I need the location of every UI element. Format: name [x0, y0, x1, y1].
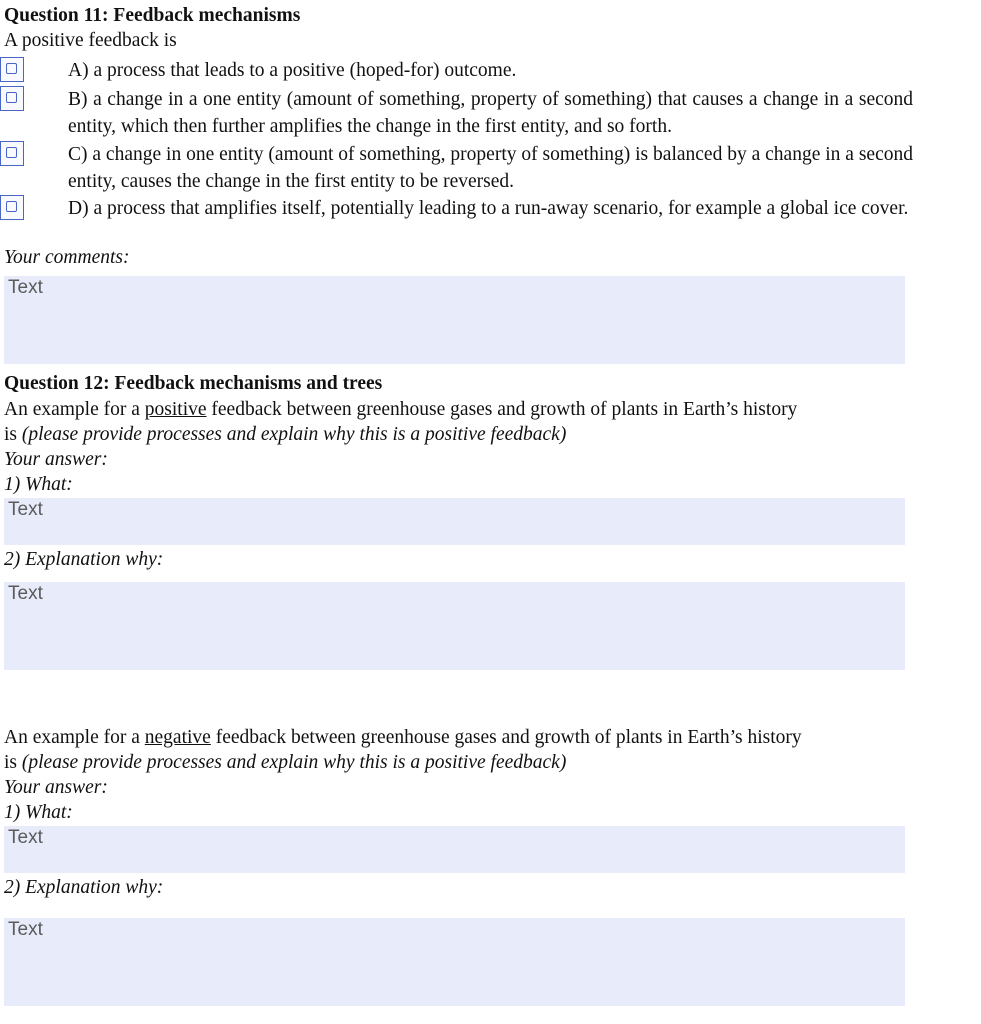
positive-keyword: positive [144, 399, 207, 420]
positive-why-field[interactable]: Text [4, 582, 905, 670]
q12-positive-line2 [4, 424, 566, 446]
q11-comments-field[interactable]: Text [4, 276, 905, 364]
positive-line1-start: An example for a [4, 399, 145, 420]
negative-line2-start: is [4, 752, 22, 773]
positive-answer-label: Your answer: [4, 449, 108, 470]
negative-line1-end: feedback between greenhouse gases and growth of plants in Earth’s history [210, 727, 802, 748]
negative-keyword: negative [144, 727, 211, 748]
positive-what-label: 1) What: [4, 474, 73, 495]
option-d-text: D) a process that amplifies itself, potentially leading to a run-away scenario, for example a global ice cover. [68, 198, 909, 219]
negative-instruction: (please provide processes and explain why this is a positive feedback) [21, 752, 567, 773]
positive-what-field[interactable]: Text [4, 498, 905, 545]
negative-what-field[interactable]: Text [4, 826, 905, 873]
option-a-text: A) a process that leads to a positive (hoped-for) outcome. [68, 60, 517, 81]
negative-why-label: 2) Explanation why: [4, 877, 164, 898]
option-b-text: B) a change in a one entity (amount of something, property of something) that causes a change in a second entity, which then further amplifies the change in the first entity, and so forth. [68, 89, 913, 137]
q11-comments-label: Your comments: [4, 247, 130, 268]
negative-answer-label: Your answer: [4, 777, 108, 798]
negative-line1-start: An example for a [4, 727, 145, 748]
option-d-checkbox[interactable] [0, 195, 24, 220]
q12-negative-line1 [4, 727, 802, 749]
positive-line1-end: feedback between greenhouse gases and growth of plants in Earth’s history [206, 399, 798, 420]
positive-why-label: 2) Explanation why: [4, 549, 164, 570]
option-c-checkbox[interactable] [0, 141, 24, 166]
q12-negative-line2 [4, 752, 566, 774]
q11-title: Question 11: Feedback mechanisms [4, 5, 301, 26]
positive-line2-start: is [4, 424, 22, 445]
negative-why-field[interactable]: Text [4, 918, 905, 1006]
q11-prompt: A positive feedback is [4, 30, 177, 51]
option-a-checkbox[interactable] [0, 57, 24, 82]
positive-instruction: (please provide processes and explain why this is a positive feedback) [21, 424, 567, 445]
q12-positive-line1 [4, 399, 797, 421]
option-b-checkbox[interactable] [0, 86, 24, 111]
option-c-text: C) a change in one entity (amount of something, property of something) is balanced by a change in a second entity, causes the change in the first entity to be reversed. [68, 144, 913, 192]
q12-title: Question 12: Feedback mechanisms and trees [4, 373, 383, 394]
negative-what-label: 1) What: [4, 802, 73, 823]
